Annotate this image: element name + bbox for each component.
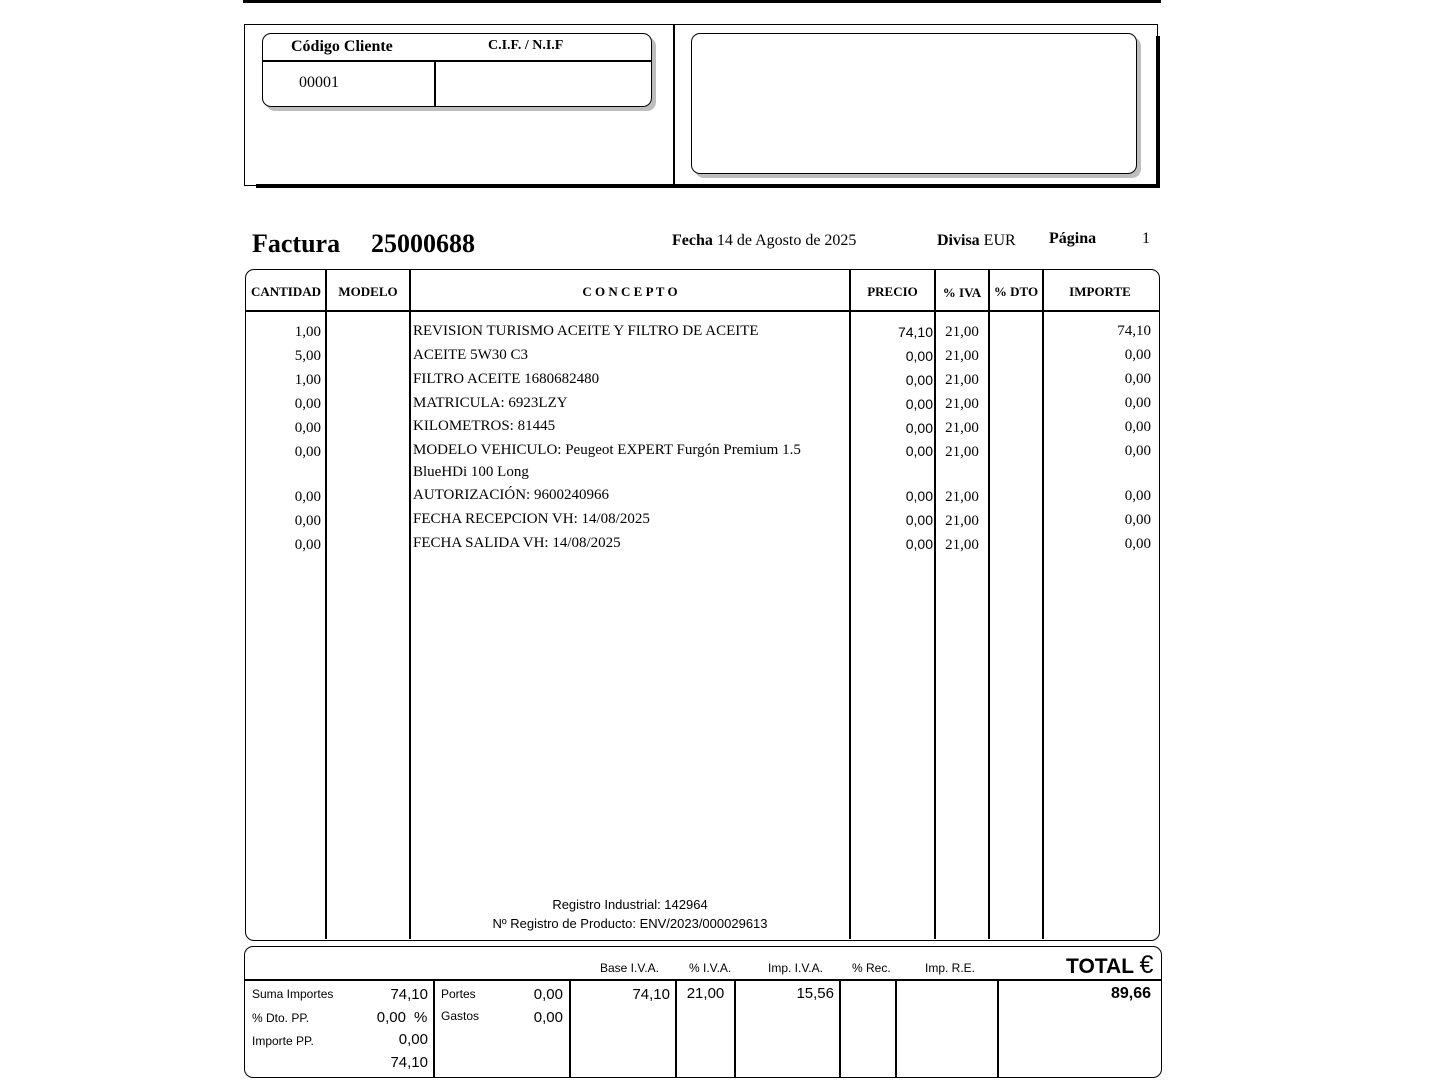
row-amount: 0,00	[1124, 512, 1151, 528]
row-concept: MODELO VEHICULO: Peugeot EXPERT Furgón Premium 1.5	[413, 442, 801, 458]
row-amount: 0,00	[1124, 419, 1151, 435]
invoice-label: Factura	[252, 229, 341, 258]
totals-header-rule	[245, 979, 1161, 981]
row-price: 0,00	[905, 396, 933, 412]
row-qty: 0,00	[294, 537, 321, 553]
header-qty: CANTIDAD	[250, 284, 322, 299]
col-divider	[325, 270, 327, 939]
invoice-currency	[937, 232, 1016, 250]
date-label: Fecha	[672, 232, 713, 249]
row-price: 0,00	[905, 372, 933, 388]
dto-pp-value: 0,00	[376, 1009, 406, 1026]
row-price: 0,00	[905, 536, 933, 552]
row-price: 0,00	[905, 420, 933, 436]
suma-importes-value: 74,10	[390, 986, 428, 1003]
col-divider	[409, 270, 411, 939]
row-concept: AUTORIZACIÓN: 9600240966	[413, 487, 609, 503]
portes-value: 0,00	[533, 986, 563, 1003]
row-amount: 0,00	[1124, 443, 1151, 459]
base-iva-label: Base I.V.A.	[600, 961, 659, 975]
total-label-text: TOTAL	[1066, 955, 1134, 978]
dto-pp-label: % Dto. PP.	[252, 1011, 310, 1025]
col-divider	[849, 270, 851, 939]
row-iva: 21,00	[945, 489, 979, 505]
pct-rec-label: % Rec.	[852, 961, 891, 975]
page-number: 1	[1142, 230, 1150, 247]
header-divider	[673, 24, 675, 186]
currency-value: EUR	[983, 232, 1016, 249]
row-concept: FILTRO ACEITE 1680682480	[413, 371, 600, 387]
product-registry: Nº Registro de Producto: ENV/2023/000029613	[492, 916, 768, 931]
dto-pp-unit: %	[414, 1009, 428, 1026]
client-nif-label: C.I.F. / N.I.F	[488, 38, 564, 53]
row-qty: 0,00	[294, 513, 321, 529]
totals-divider	[569, 980, 571, 1077]
top-rule	[243, 0, 1161, 3]
invoice-date	[672, 232, 856, 250]
totals-divider	[433, 980, 435, 1077]
row-amount: 0,00	[1124, 395, 1151, 411]
client-code-value: 00001	[299, 74, 339, 91]
row-price: 0,00	[905, 348, 933, 364]
col-divider	[1042, 270, 1044, 939]
row-iva: 21,00	[945, 372, 979, 388]
row-iva: 21,00	[945, 513, 979, 529]
industrial-registry: Registro Industrial: 142964	[552, 897, 708, 912]
currency-label: Divisa	[937, 232, 980, 249]
row-iva: 21,00	[945, 396, 979, 412]
row-concept-continued: BlueHDi 100 Long	[413, 464, 529, 480]
total-value: 89,66	[1110, 985, 1151, 1002]
client-code-label: Código Cliente	[291, 38, 393, 55]
totals-divider	[839, 980, 841, 1077]
totals-divider	[997, 980, 999, 1077]
col-divider	[988, 270, 990, 939]
row-qty: 0,00	[294, 396, 321, 412]
row-qty: 0,00	[294, 444, 321, 460]
row-iva: 21,00	[945, 444, 979, 460]
client-box-rule	[263, 60, 651, 62]
totals-divider	[734, 980, 736, 1077]
header-shadow-bottom	[256, 184, 1160, 188]
row-price: 74,10	[897, 324, 933, 340]
imp-iva-value: 15,56	[796, 985, 834, 1002]
client-box-divider	[434, 61, 436, 106]
row-qty: 5,00	[294, 348, 321, 364]
suma-importes-label: Suma Importes	[252, 987, 334, 1001]
header-model: MODELO	[338, 284, 398, 299]
euro-icon: €	[1139, 951, 1154, 979]
portes-label: Portes	[441, 987, 476, 1001]
row-amount: 74,10	[1117, 323, 1151, 339]
row-qty: 0,00	[294, 489, 321, 505]
row-qty: 0,00	[294, 420, 321, 436]
page-label: Página	[1049, 230, 1097, 247]
header-price: PRECIO	[867, 284, 918, 299]
row-amount: 0,00	[1124, 536, 1151, 552]
header-dto: % DTO	[993, 284, 1039, 299]
row-price: 0,00	[905, 512, 933, 528]
row-iva: 21,00	[945, 324, 979, 340]
row-concept: FECHA SALIDA VH: 14/08/2025	[413, 535, 621, 551]
address-box	[691, 33, 1137, 174]
line-items-table	[245, 269, 1160, 941]
imp-iva-label: Imp. I.V.A.	[768, 961, 823, 975]
subtotal-value: 74,10	[390, 1054, 428, 1071]
row-amount: 0,00	[1124, 488, 1151, 504]
row-iva: 21,00	[945, 348, 979, 364]
row-iva: 21,00	[945, 420, 979, 436]
total-label	[1066, 951, 1153, 980]
col-divider	[934, 270, 936, 939]
header-shadow-right	[1156, 36, 1160, 188]
row-concept: KILOMETROS: 81445	[413, 418, 556, 434]
row-amount: 0,00	[1124, 371, 1151, 387]
imp-re-label: Imp. R.E.	[925, 961, 976, 975]
row-price: 0,00	[905, 443, 933, 459]
row-qty: 1,00	[294, 372, 321, 388]
row-qty: 1,00	[294, 324, 321, 340]
row-concept: REVISION TURISMO ACEITE Y FILTRO DE ACEITE	[413, 323, 759, 339]
gastos-label: Gastos	[441, 1009, 480, 1023]
importe-pp-label: Importe PP.	[252, 1034, 314, 1048]
row-concept: ACEITE 5W30 C3	[413, 347, 528, 363]
table-header-rule	[246, 310, 1159, 312]
pct-iva-label: % I.V.A.	[689, 961, 732, 975]
row-concept: FECHA RECEPCION VH: 14/08/2025	[413, 511, 650, 527]
gastos-value: 0,00	[533, 1009, 563, 1026]
row-amount: 0,00	[1124, 347, 1151, 363]
date-value: 14 de Agosto de 2025	[716, 232, 857, 249]
header-amount: IMPORTE	[1069, 284, 1131, 299]
header-iva: % IVA	[942, 285, 982, 300]
pct-iva-value: 21,00	[686, 985, 725, 1002]
row-iva: 21,00	[945, 537, 979, 553]
importe-pp-value: 0,00	[398, 1031, 428, 1048]
header-concept: C O N C E P T O	[582, 284, 678, 299]
base-iva-value: 74,10	[632, 986, 670, 1003]
row-concept: MATRICULA: 6923LZY	[413, 395, 568, 411]
row-price: 0,00	[905, 488, 933, 504]
totals-divider	[895, 980, 897, 1077]
invoice-number: 25000688	[371, 229, 475, 258]
